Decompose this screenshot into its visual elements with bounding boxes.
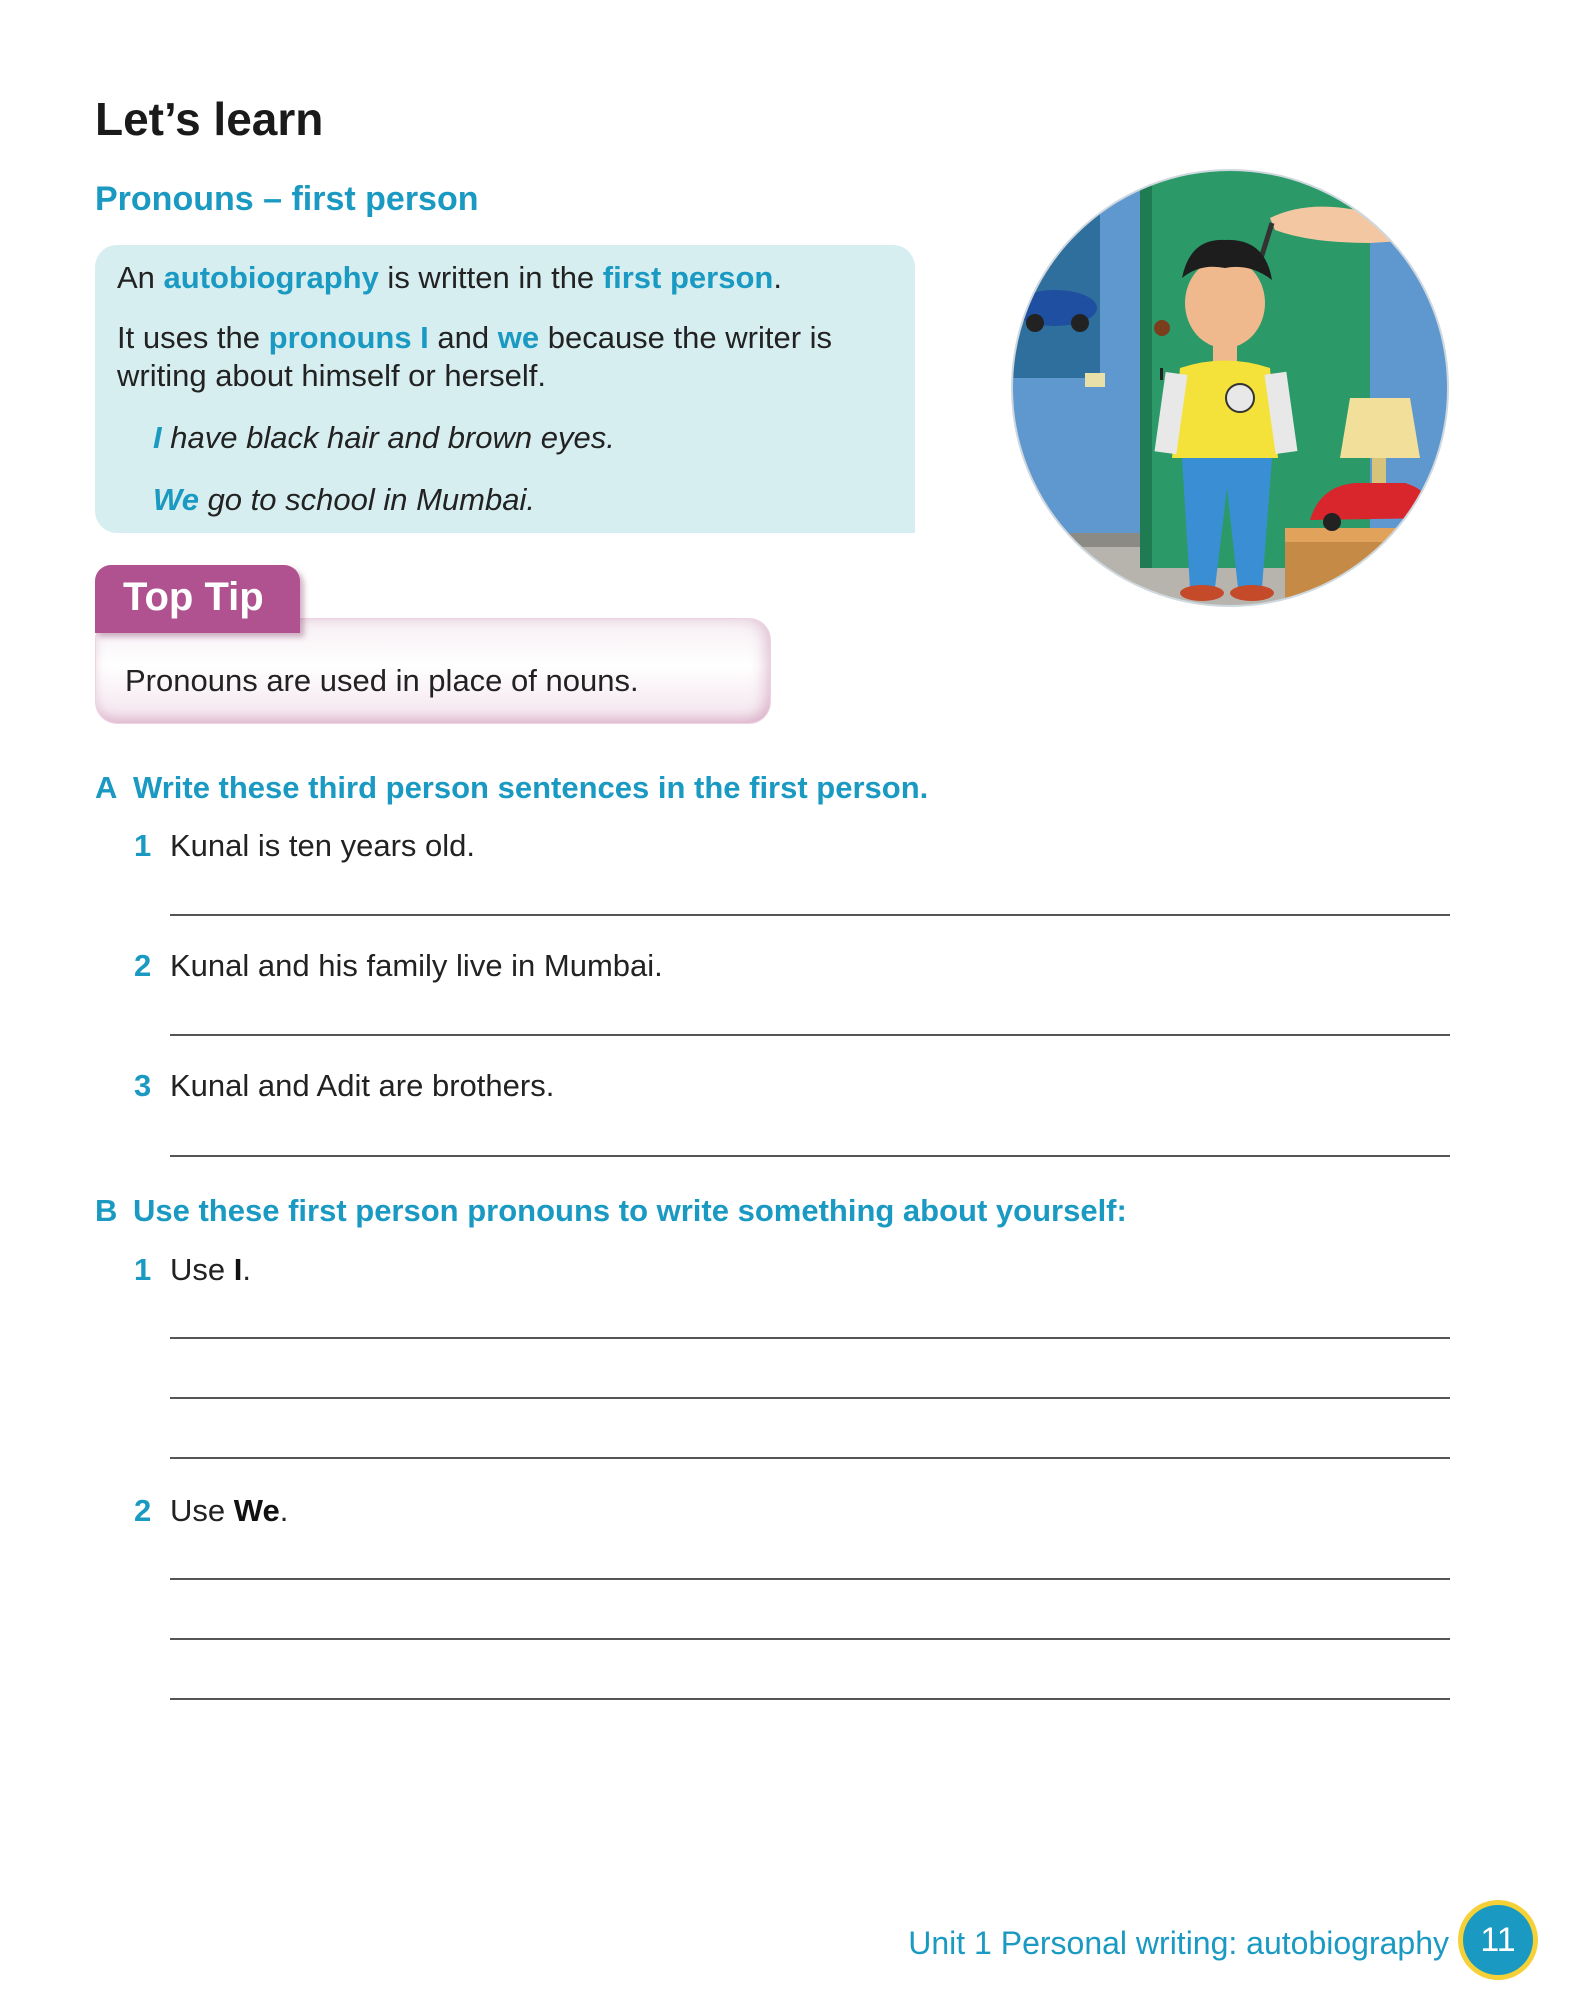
footer-unit-title: Unit 1 Personal writing: autobiography	[908, 1925, 1449, 1961]
question-a3-number: 3	[134, 1068, 152, 1103]
question-a1-text: Kunal is ten years old.	[170, 828, 476, 863]
answer-line-b2-2[interactable]	[170, 1638, 1450, 1640]
question-b1-suffix: .	[242, 1252, 251, 1287]
info-text: is written in the	[378, 260, 603, 295]
example-sentence-2	[117, 481, 893, 519]
page-number: 11	[1463, 1905, 1533, 1975]
answer-line-b2-1[interactable]	[170, 1578, 1450, 1580]
question-b1-text	[170, 1252, 251, 1288]
info-line-2	[117, 319, 893, 395]
question-a2-number: 2	[134, 948, 152, 983]
top-tip-label: Top Tip	[95, 565, 300, 633]
question-b2-prefix: Use	[170, 1493, 234, 1528]
term-pronouns-i: pronouns I	[268, 320, 429, 355]
section-b-letter: B	[95, 1193, 118, 1228]
section-a-letter: A	[95, 770, 118, 805]
section-subtitle: Pronouns – first person	[95, 180, 479, 218]
term-first-person: first person	[602, 260, 774, 295]
answer-line-a3[interactable]	[170, 1155, 1450, 1157]
info-text: and	[428, 320, 498, 355]
page-title: Let’s learn	[95, 93, 324, 145]
answer-line-b1-1[interactable]	[170, 1337, 1450, 1339]
info-line-1	[117, 259, 893, 297]
question-b2-suffix: .	[279, 1493, 289, 1528]
question-a3-text: Kunal and Adit are brothers.	[170, 1068, 555, 1103]
answer-line-b1-3[interactable]	[170, 1457, 1450, 1459]
info-text: because the writer is writing about himself or herself.	[117, 320, 833, 393]
page-number-badge	[1458, 1900, 1538, 1980]
info-text: .	[773, 260, 782, 295]
answer-line-a2[interactable]	[170, 1034, 1450, 1036]
top-tip-text: Pronouns are used in place of nouns.	[125, 663, 639, 698]
section-b-text: Use these first person pronouns to write something about yourself:	[133, 1193, 1127, 1228]
question-a2-text: Kunal and his family live in Mumbai.	[170, 948, 663, 983]
section-b-instruction	[95, 1193, 1127, 1229]
example-text: go to school in Mumbai.	[198, 482, 535, 517]
info-text: An	[117, 260, 164, 295]
question-b2-number: 2	[134, 1493, 152, 1528]
info-text: It uses the	[117, 320, 269, 355]
answer-line-b1-2[interactable]	[170, 1397, 1450, 1399]
example-pronoun: I	[153, 420, 162, 455]
term-autobiography: autobiography	[163, 260, 379, 295]
question-b1-pronoun: I	[233, 1252, 243, 1287]
example-pronoun: We	[153, 482, 199, 517]
example-text: have black hair and brown eyes.	[161, 420, 615, 455]
section-a-text: Write these third person sentences in the first person.	[133, 770, 929, 805]
answer-line-b2-3[interactable]	[170, 1698, 1450, 1700]
example-sentence-1	[117, 419, 893, 457]
question-b2-pronoun: We	[233, 1493, 280, 1528]
term-we: we	[497, 320, 540, 355]
section-a-instruction	[95, 770, 928, 806]
answer-line-a1[interactable]	[170, 914, 1450, 916]
question-a1-number: 1	[134, 828, 152, 863]
question-b1-number: 1	[134, 1252, 152, 1287]
info-box	[95, 245, 915, 533]
boy-measuring-illustration	[1010, 168, 1450, 608]
question-b2-text	[170, 1493, 288, 1529]
question-b1-prefix: Use	[170, 1252, 234, 1287]
